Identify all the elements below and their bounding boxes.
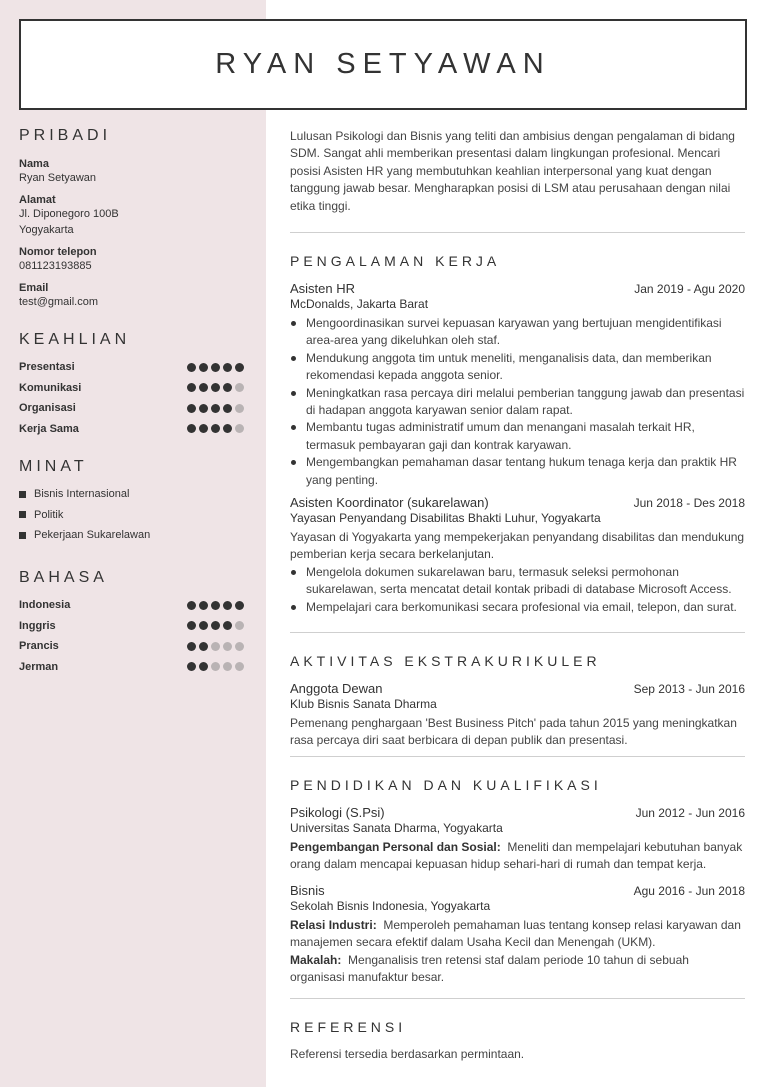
rating-dot-icon [211,383,220,392]
activity-description: Pemenang penghargaan 'Best Business Pitch' pada tahun 2015 yang meningkatkan rasa percaya diri saat berbicara di depan publik dan presentasi. [290,716,737,748]
rating-dot-icon [199,404,208,413]
square-bullet-icon [19,532,26,539]
list-item: Mengembangkan pemahaman dasar tentang hukum tenaga kerja dan praktik HR yang penting. [290,454,745,489]
note-label: Relasi Industri: [290,917,377,932]
note-text: Menganalisis tren retensi staf dalam periode 10 tahun di sebuah organisasi manufaktur besar. [290,952,689,985]
education-note [290,917,745,952]
rating-label: Inggris [19,619,56,632]
job-title: Asisten HR [290,281,356,296]
rating-dot-icon [235,404,244,413]
skills-heading: KEAHLIAN [19,331,131,348]
interests-section [19,458,244,546]
rating-dot-icon [223,662,232,671]
field-email [19,282,244,310]
name-header [19,19,747,110]
job-bullets [290,315,745,489]
rating-label: Prancis [19,640,59,653]
experience-heading: PENGALAMAN KERJA [290,253,501,269]
rating-dot-icon [211,642,220,651]
rating-label: Presentasi [19,361,75,374]
rating-row [19,636,244,657]
activity-entry [290,681,745,750]
rating-dot-icon [223,601,232,610]
list-item: Mengoordinasikan survei kepuasan karyawan yang bertujuan mengidentifikasi area-area yang dikeluhkan oleh staf. [290,315,745,350]
summary-section [290,128,745,215]
rating-dot-icon [187,642,196,651]
job-date: Jan 2019 - Agu 2020 [634,282,745,296]
personal-heading: PRIBADI [19,127,112,144]
summary-text: Lulusan Psikologi dan Bisnis yang teliti dan ambisius dengan pengalaman di bidang SDM. Sangat ahli memberikan presentasi dalam lingkungan profesional. Mencari posisi Asisten HR yang membutuhkan keahlian interpersonal yang kuat dengan tanggung jawab besar. Mengharapkan posisi di LSM atau perusahaan dengan nilai etika tinggi. [290,129,735,213]
rating-dot-icon [199,424,208,433]
activity-date: Sep 2013 - Jun 2016 [633,682,745,696]
field-label: Alamat [19,194,56,206]
rating-dots [187,363,244,372]
activities-section [290,653,745,750]
square-bullet-icon [19,511,26,518]
rating-dot-icon [223,424,232,433]
candidate-name: RYAN SETYAWAN [215,48,551,80]
rating-dots [187,601,244,610]
rating-dots [187,424,244,433]
rating-dot-icon [211,404,220,413]
note-label: Makalah: [290,952,342,967]
rating-row [19,378,244,399]
list-item: Membantu tugas administratif umum dan menangani masalah terkait HR, termasuk pembayaran gaji dan kontrak karyawan. [290,419,745,454]
list-item [19,505,244,526]
rating-dot-icon [235,662,244,671]
languages-list [19,595,244,677]
education-date: Agu 2016 - Jun 2018 [633,883,745,898]
interests-list [19,484,244,546]
rating-label: Organisasi [19,402,76,415]
rating-dots [187,404,244,413]
education-date: Jun 2012 - Jun 2016 [635,806,745,820]
rating-row [19,616,244,637]
education-title: Psikologi (S.Psi) [290,805,385,820]
field-nama [19,158,244,194]
education-note [290,839,745,874]
job-date: Jun 2018 - Des 2018 [633,496,745,511]
skills-list [19,357,244,439]
rating-dot-icon [223,621,232,630]
experience-section [290,253,745,616]
rating-dot-icon [199,642,208,651]
job-org: McDonalds, Jakarta Barat [290,297,429,311]
rating-dot-icon [223,383,232,392]
rating-label: Kerja Sama [19,422,79,435]
list-item [19,484,244,505]
references-heading: REFERENSI [290,1019,407,1035]
field-value: 081123193885 [19,260,92,272]
divider [290,756,745,757]
references-section [290,1019,745,1063]
rating-dot-icon [199,662,208,671]
field-alamat [19,194,244,246]
list-item: Mempelajari cara berkomunikasi secara profesional via email, telepon, dan surat. [290,599,745,616]
rating-dot-icon [187,621,196,630]
rating-dot-icon [223,363,232,372]
rating-dot-icon [211,662,220,671]
rating-dot-icon [187,601,196,610]
interests-heading: MINAT [19,458,88,475]
rating-dot-icon [199,601,208,610]
job-org: Yayasan Penyandang Disabilitas Bhakti Luhur, Yogyakarta [290,511,601,526]
list-item: Mengelola dokumen sukarelawan baru, termasuk seleksi permohonan sukarelawan, serta mencatat detail kontak pribadi di database Microsoft Access. [290,564,745,599]
rating-row [19,357,244,378]
interest-label: Bisnis Internasional [34,488,130,501]
field-phone [19,246,244,282]
rating-dot-icon [235,621,244,630]
note-label: Pengembangan Personal dan Sosial: [290,840,501,854]
personal-section [19,127,244,310]
interest-label: Pekerjaan Sukarelawan [34,529,151,542]
rating-dot-icon [223,404,232,413]
activity-org: Klub Bisnis Sanata Dharma [290,697,437,711]
job-description: Yayasan di Yogyakarta yang mempekerjakan penyandang disabilitas dan mendukung pemberian kerja secara berkelanjutan. [290,530,745,562]
rating-dot-icon [235,363,244,372]
field-value: Yogyakarta [19,224,74,236]
rating-dots [187,642,244,651]
job-entry [290,495,745,616]
field-label: Nama [19,158,49,170]
rating-dot-icon [211,601,220,610]
rating-label: Komunikasi [19,381,82,394]
field-value: Jl. Diponegoro 100B [19,208,119,220]
rating-dot-icon [199,621,208,630]
education-entry [290,805,745,874]
languages-heading: BAHASA [19,569,108,586]
rating-dot-icon [211,424,220,433]
job-bullets [290,564,745,616]
square-bullet-icon [19,491,26,498]
divider [290,632,745,633]
field-value: test@gmail.com [19,296,99,308]
rating-dot-icon [199,383,208,392]
rating-dot-icon [187,383,196,392]
rating-dot-icon [223,642,232,651]
note-text: Memperoleh pemahaman luas tentang konsep relasi karyawan dan manajemen secara efektif dalam Usaha Kecil dan Menengah (UKM). [290,917,741,950]
field-label: Nomor telepon [19,246,97,258]
activity-title: Anggota Dewan [290,681,383,696]
education-org: Universitas Sanata Dharma, Yogyakarta [290,821,503,835]
education-heading: PENDIDIKAN DAN KUALIFIKASI [290,777,602,793]
rating-dot-icon [187,404,196,413]
rating-dot-icon [235,383,244,392]
divider [290,232,745,233]
education-org: Sekolah Bisnis Indonesia, Yogyakarta [290,898,491,913]
skills-section [19,331,244,439]
rating-dot-icon [211,621,220,630]
rating-dot-icon [235,424,244,433]
education-section [290,777,745,986]
rating-dot-icon [211,363,220,372]
education-entry [290,883,745,987]
rating-row [19,657,244,678]
rating-dot-icon [199,363,208,372]
rating-label: Indonesia [19,599,71,612]
rating-dots [187,383,244,392]
list-item: Meningkatkan rasa percaya diri melalui pemberian tanggung jawab dan presentasi di hadapan anggota karyawan senior dalam rapat. [290,385,745,420]
rating-row [19,595,244,616]
list-item: Mendukung anggota tim untuk meneliti, menganalisis data, dan memberikan rekomendasi kepada anggota senior. [290,350,745,385]
job-entry [290,281,745,489]
note-text: Meneliti dan mempelajari kebutuhan banyak orang dalam mencapai kepuasan hidup sehari-hari di rumah dan tempat kerja. [290,840,743,872]
field-label: Email [19,282,49,294]
rating-dot-icon [187,662,196,671]
field-value: Ryan Setyawan [19,172,97,184]
rating-dots [187,662,244,671]
rating-label: Jerman [19,660,59,673]
rating-row [19,398,244,419]
languages-section [19,569,244,677]
education-note [290,952,745,987]
rating-dot-icon [187,363,196,372]
activities-heading: AKTIVITAS EKSTRAKURIKULER [290,653,601,669]
education-title: Bisnis [290,882,325,898]
job-title: Asisten Koordinator (sukarelawan) [290,495,489,511]
rating-dot-icon [187,424,196,433]
divider [290,998,745,999]
rating-row [19,419,244,440]
references-text: Referensi tersedia berdasarkan permintaan. [290,1047,525,1061]
list-item [19,525,244,546]
rating-dot-icon [235,642,244,651]
interest-label: Politik [34,508,64,521]
rating-dot-icon [235,601,244,610]
rating-dots [187,621,244,630]
